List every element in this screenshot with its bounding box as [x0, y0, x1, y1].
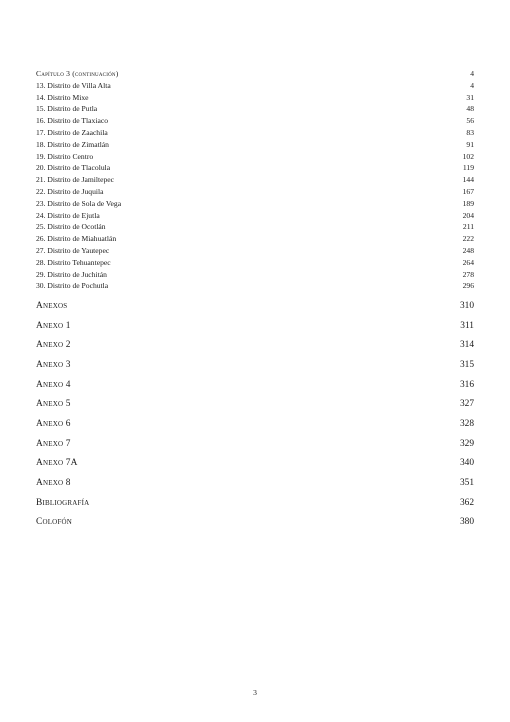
toc-entry-page: 315	[459, 359, 474, 370]
toc-spacer	[36, 351, 474, 359]
toc-chapter-title: Capítulo 3 (continuación)	[36, 69, 119, 78]
toc-row	[36, 418, 474, 430]
toc-row	[36, 186, 474, 198]
toc-entry-title: 18. Distrito de Zimatlán	[36, 139, 109, 149]
toc-spacer	[36, 332, 474, 340]
toc-row	[36, 245, 474, 257]
toc-entry-page: 119	[462, 163, 474, 173]
toc-entry-page: 189	[462, 198, 474, 208]
toc-row	[36, 477, 474, 489]
toc-row	[36, 320, 474, 332]
toc-entry-title: Anexo 7	[36, 438, 71, 449]
toc-entry-page: 144	[462, 175, 474, 185]
toc-entry-page: 278	[462, 269, 474, 279]
toc-entry-title: Anexo 3	[36, 359, 71, 370]
toc-entries	[36, 80, 474, 292]
toc-entry-page: 48	[466, 104, 474, 114]
toc-entry-title: 17. Distrito de Zaachila	[36, 127, 108, 137]
toc-entry-title: 13. Distrito de Villa Alta	[36, 80, 111, 90]
toc-entry-page: 314	[459, 340, 474, 351]
toc-entry-title: 30. Distrito de Pochutla	[36, 281, 109, 291]
page-number: 3	[253, 688, 257, 697]
toc-row	[36, 269, 474, 281]
toc-entry-page: 327	[459, 399, 474, 410]
table-of-contents	[36, 68, 474, 528]
toc-entry-title: Bibliografía	[36, 497, 90, 508]
toc-row	[36, 457, 474, 469]
toc-row	[36, 103, 474, 115]
toc-spacer	[36, 292, 474, 300]
toc-row	[36, 497, 474, 509]
toc-entry-title: Colofón	[36, 517, 73, 528]
toc-entry-page: 204	[462, 210, 474, 220]
toc-entry-page: 102	[462, 151, 474, 161]
toc-row	[36, 92, 474, 104]
toc-row	[36, 127, 474, 139]
toc-entry-page: 248	[462, 245, 474, 255]
toc-spacer	[36, 469, 474, 477]
toc-spacer	[36, 312, 474, 320]
toc-entry-page: 329	[459, 438, 474, 449]
toc-row	[36, 115, 474, 127]
toc-entry-page: 264	[462, 257, 474, 267]
toc-row	[36, 174, 474, 186]
toc-row	[36, 162, 474, 174]
toc-row	[36, 280, 474, 292]
toc-entry-title: 16. Distrito de Tlaxiaco	[36, 116, 108, 126]
toc-entry-title: Anexo 7A	[36, 458, 78, 469]
toc-entry-page: 211	[462, 222, 474, 232]
toc-entry-page: 362	[459, 497, 474, 508]
toc-entry-title: 22. Distrito de Juquila	[36, 186, 104, 196]
toc-entry-title: 19. Distrito Centro	[36, 151, 94, 161]
toc-row	[36, 210, 474, 222]
toc-entry-page: 167	[462, 186, 474, 196]
toc-chapter-heading	[36, 68, 474, 80]
toc-entry-title: 23. Distrito de Sola de Vega	[36, 198, 122, 208]
toc-entry-title: Anexo 8	[36, 478, 71, 489]
toc-entry-title: 29. Distrito de Juchitán	[36, 269, 107, 279]
toc-entry-page: 311	[460, 320, 474, 331]
toc-spacer	[36, 371, 474, 379]
toc-row	[36, 339, 474, 351]
toc-spacer	[36, 450, 474, 458]
toc-spacer	[36, 430, 474, 438]
toc-row	[36, 221, 474, 233]
toc-row	[36, 300, 474, 312]
toc-entry-page: 310	[459, 300, 474, 311]
toc-entry-title: 27. Distrito de Yautepec	[36, 245, 110, 255]
toc-row	[36, 80, 474, 92]
toc-entry-page: 222	[462, 234, 474, 244]
toc-row	[36, 359, 474, 371]
toc-entry-title: Anexos	[36, 300, 68, 311]
toc-entry-page: 380	[459, 517, 474, 528]
toc-spacer	[36, 410, 474, 418]
toc-entry-title: Anexo 1	[36, 320, 71, 331]
toc-spacer	[36, 391, 474, 399]
toc-entry-title: 15. Distrito de Putla	[36, 104, 98, 114]
toc-entry-title: Anexo 5	[36, 399, 71, 410]
toc-entry-title: 24. Distrito de Ejutla	[36, 210, 100, 220]
toc-entry-page: 328	[459, 418, 474, 429]
toc-chapter-page: 4	[470, 69, 474, 78]
toc-entry-page: 56	[466, 116, 474, 126]
toc-entry-title: Anexo 6	[36, 418, 71, 429]
toc-entry-title: 14. Distrito Mixe	[36, 92, 89, 102]
toc-entry-title: 25. Distrito de Ocotlán	[36, 222, 106, 232]
toc-entry-page: 316	[459, 379, 474, 390]
toc-entry-title: 28. Distrito Tehuantepec	[36, 257, 111, 267]
toc-sections	[36, 292, 474, 528]
toc-entry-title: 20. Distrito de Tlacolula	[36, 163, 111, 173]
toc-row	[36, 516, 474, 528]
toc-row	[36, 438, 474, 450]
toc-entry-title: 21. Distrito de Jamiltepec	[36, 175, 115, 185]
toc-entry-title: Anexo 4	[36, 379, 71, 390]
toc-entry-page: 296	[462, 281, 474, 291]
toc-row	[36, 151, 474, 163]
toc-entry-page: 4	[470, 80, 474, 90]
toc-row	[36, 139, 474, 151]
toc-row	[36, 398, 474, 410]
toc-row	[36, 379, 474, 391]
toc-entry-title: 26. Distrito de Miahuatlán	[36, 234, 117, 244]
toc-row	[36, 233, 474, 245]
toc-entry-page: 91	[466, 139, 474, 149]
toc-spacer	[36, 509, 474, 517]
toc-row	[36, 257, 474, 269]
toc-entry-page: 31	[466, 92, 474, 102]
toc-spacer	[36, 489, 474, 497]
toc-entry-title: Anexo 2	[36, 340, 71, 351]
toc-row	[36, 198, 474, 210]
toc-entry-page: 351	[459, 478, 474, 489]
toc-entry-page: 83	[466, 127, 474, 137]
toc-entry-page: 340	[459, 458, 474, 469]
